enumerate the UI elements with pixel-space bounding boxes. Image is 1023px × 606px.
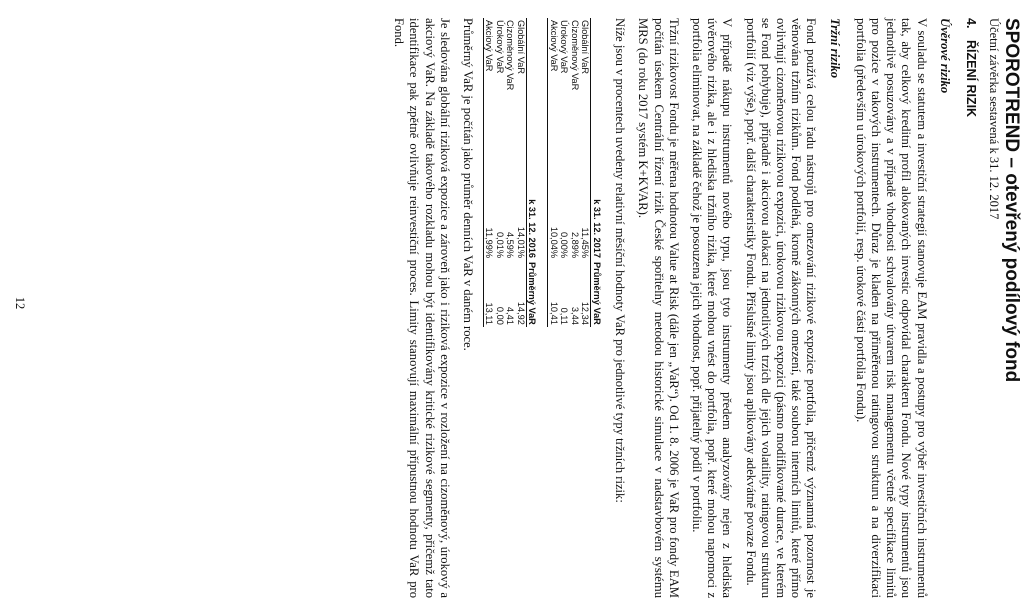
page-number: 12: [13, 296, 28, 310]
var-table-2016-wrap: [483, 18, 538, 598]
table-cell: 10,41: [548, 260, 559, 327]
table-header-cell: k 31. 12. 2016: [526, 196, 537, 260]
closing-paragraph-2: Je sledována globální riziková expozice a zároveň jako i riziková expozice v rozložení na cizoměnový, úrokový a akciový VaR. Na základě takového rozkladu mohou být identifikovány kritické rizikové segmenty, přičemž tato identifikace pak zpětně ovlivňuje reinvestiční proces. Limity stanovují maximální přípustnou hodnotu VaR pro Fond.: [392, 18, 452, 598]
table-row: [505, 18, 516, 327]
table-cell: 13,11: [483, 260, 494, 327]
table-cell: 14,92: [515, 301, 526, 325]
table-cell: 10,04%: [548, 196, 559, 260]
section-number: 4.: [964, 18, 978, 29]
table-cell: 0,00: [494, 306, 505, 325]
document-subtitle: Účetní závěrka sestavená k 31. 12. 2017: [987, 18, 1001, 220]
table-cell: Akciový VaR: [548, 18, 559, 196]
closing-paragraph-1: Průměrný VaR je počítán jako průměr denních VaR v daném roce.: [460, 18, 475, 351]
var-table-2017: [547, 18, 602, 327]
table-row: [494, 18, 505, 327]
market-risk-heading: Tržní riziko: [827, 18, 842, 79]
table-cell: 3,44: [569, 306, 580, 325]
section-heading: [963, 18, 978, 598]
credit-risk-paragraph: V souladu se statutem a investiční strategií stanovuje EAM pravidla a postupy pro výběr investičních instrumentů tak, aby celkový kreditní profil alokovaných investic odpovídal charakteru Fondu. Nové typy instrumentů jsou jednotlivě posuzovány a v případě vhodnosti schvalovány útvarem risk managementu včetně specifikace limitů pro pozice v takových instrumentech. Důraz je kladen na přiměřenou ratingovou strukturu a na diverzifikaci portfolia (především u úrokových portfolií, resp. úrokové části portfolia Fondu).: [853, 18, 929, 598]
table-header-cell: Průměrný VaR: [527, 262, 538, 325]
market-risk-paragraph-3: Tržní rizikovost Fondu je měřena hodnotou Value at Risk (dále jen „VaR“). Od 1. 8. 2006 je VaR pro fondy EAM počítán úsekem Centrální řízení rizik České spořitelny metodou historické simulace v nadstavbovém systému MRS (do roku 2017 systém K+KVAR).: [636, 18, 681, 598]
market-risk-paragraph-2: V případě nákupu instrumentů nového typu, jsou tyto instrumenty předem analyzovány nejen z hlediska úvěrového rizika, ale i z hlediska tržního rizika, které mohou vnést do portfolia, popř. které mohou napomoci z portfolia eliminovat, na základě čehož je posouzena jejich vhodnost, popř. přijatelný podíl v portfoliu.: [689, 18, 735, 598]
table-cell: 0,00%: [559, 231, 570, 258]
table-cell: 2,89%: [569, 231, 580, 258]
table-cell: Cizoměnový VaR: [505, 20, 516, 91]
table-cell: Globální VaR: [515, 20, 526, 74]
table-row: [548, 18, 559, 327]
table-cell: Úrokový VaR: [494, 20, 505, 74]
table-header-row: [526, 18, 537, 327]
table-header-cell: k 31. 12. 2017: [591, 196, 602, 260]
table-cell: Cizoměnový VaR: [569, 20, 580, 91]
market-risk-paragraph-1: Fond používá celou řadu nástrojů pro omezování rizikové expozice portfolia, přičemž významná pozornost je věnována tržním rizikům. Fond podléhá, kromě zákonných omezení, také souboru interních limitů, které přímo ovlivňují cizoměnovou rizikovou expozici, úrokovou rizikovou expozici (pásmo modifikované durace, ve kterém se Fond pohybuje), případně i akciovou alokaci na jednotlivých trzích dle jejich volatility, ratingovou strukturu portfolií (viz výše), popř. další charakteristiky Fondu. Příslušné limity jsou aplikovány adekvátně povaze Fondu.: [743, 18, 819, 598]
table-cell: 11,45%: [580, 227, 591, 258]
table-cell: Globální VaR: [580, 20, 591, 74]
table-row: [559, 18, 570, 327]
table-cell: 0,01%: [494, 231, 505, 258]
table-header-cell: [526, 18, 537, 196]
table-row: [569, 18, 580, 327]
section-title: ŘÍZENÍ RIZIK: [964, 40, 978, 118]
document-title: SPOROTREND – otevřený podílový fond: [1001, 18, 1022, 383]
table-row: [515, 18, 526, 327]
var-table-2016: [483, 18, 538, 327]
table-row: [580, 18, 591, 327]
table-cell: 11,99%: [483, 196, 494, 260]
market-risk-paragraph-4: Níže jsou v procentech uvedeny relativní měsíční hodnoty VaR pro jednotlivé typy tržních rizik:: [613, 18, 628, 503]
table-cell: 12,34: [580, 301, 591, 325]
table-cell: 4,41: [505, 306, 516, 325]
table-header-cell: [591, 18, 602, 196]
table-header-cell: Průměrný VaR: [591, 262, 602, 325]
table-cell: Úrokový VaR: [559, 20, 570, 74]
table-cell: 4,59%: [505, 231, 516, 258]
credit-risk-heading: Úvěrové riziko: [937, 18, 952, 94]
table-row: [483, 18, 494, 327]
table-header-row: [591, 18, 602, 327]
table-cell: 0,11: [559, 307, 570, 325]
table-cell: Akciový VaR: [483, 18, 494, 196]
table-cell: 14,01%: [515, 226, 526, 258]
page-content: [391, 18, 1023, 598]
var-table-2017-wrap: [547, 18, 602, 598]
